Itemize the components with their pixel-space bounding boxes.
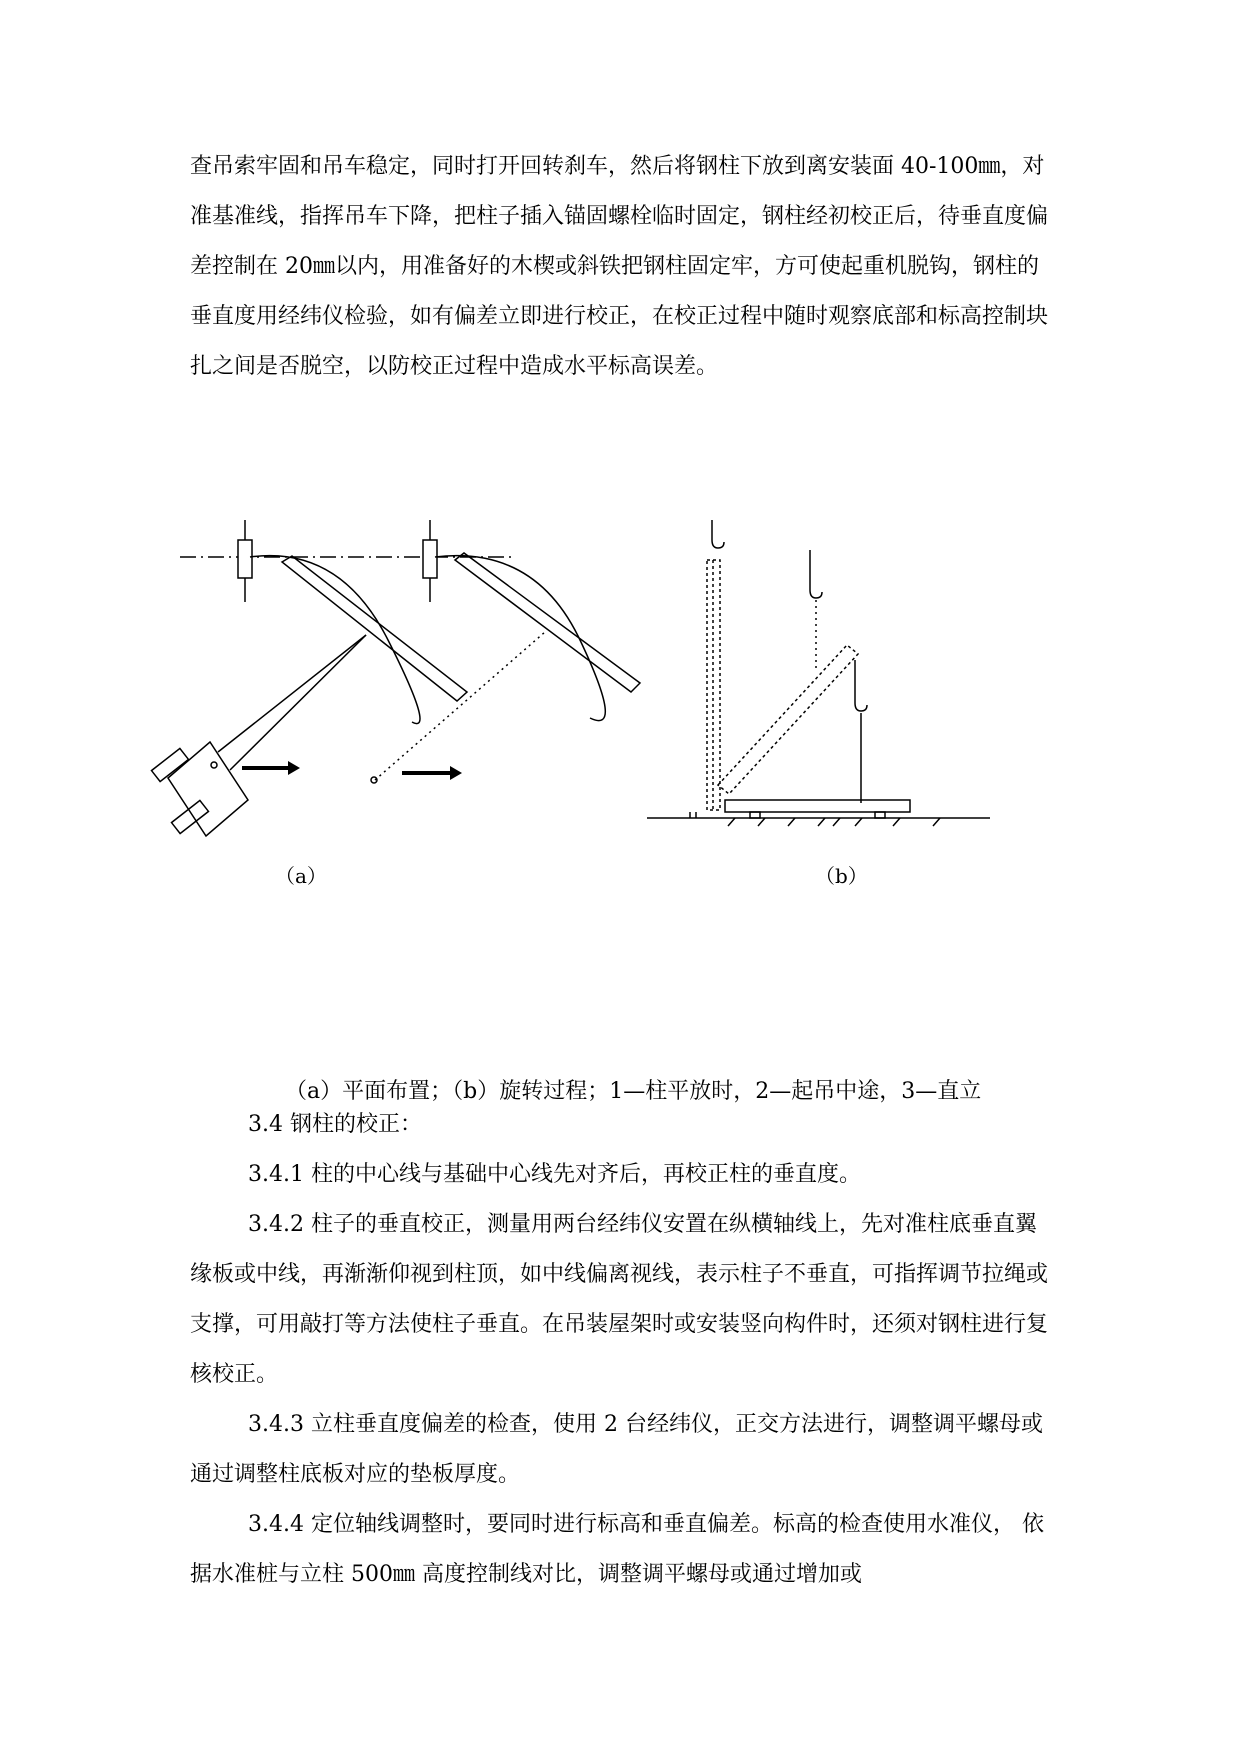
boom-line-1	[218, 635, 366, 752]
paragraph-3-4-2: 3.4.2 柱子的垂直校正，测量用两台经纬仪安置在纵横轴线上，先对准柱底垂直翼缘板或中线，再渐渐仰视到柱顶，如中线偏离视线，表示柱子不垂直，可指挥调节拉绳或支撑，可用敲打等方法使柱子垂直。在吊装屋架时或安装竖向构件时，还须对钢柱进行复核校正。	[190, 1212, 1049, 1387]
hook-3	[855, 660, 867, 711]
label-a: （a）	[275, 864, 327, 888]
paragraph-hoisting: 查吊索牢固和吊车稳定，同时打开回转刹车，然后将钢柱下放到离安装面 40-100㎜，对准基准线，指挥吊车下降，把柱子插入锚固螺栓临时固定，钢柱经初校正后，待垂直度偏差控制在 20㎜以内，用准备好的木楔或斜铁把钢柱固定牢，方可使起重机脱钩，钢柱的垂直度用经纬仪检验，如有偏差立即进行校正，在校正过程中随时观察底部和标高控制块扎之间是否脱空，以防校正过程中造成水平标高误差。	[190, 154, 1049, 379]
hook-2	[810, 550, 822, 598]
column-hoisting-figure	[150, 520, 1110, 990]
arc-1	[250, 556, 420, 724]
paragraph-3-4-4: 3.4.4 定位轴线调整时，要同时进行标高和垂直偏差。标高的检查使用水准仪， 依据水准桩与立柱 500㎜ 高度控制线对比，调整调平螺母或通过增加或	[190, 1512, 1044, 1587]
boom-dotted	[375, 632, 545, 780]
column-2	[455, 553, 640, 692]
foundation-2-rect	[423, 540, 437, 578]
section-heading: 3.4 钢柱的校正：	[248, 1112, 422, 1137]
column-lying	[725, 800, 910, 812]
label-b: （b）	[815, 864, 868, 888]
paragraph-3-4-1: 3.4.1 柱的中心线与基础中心线先对齐后，再校正柱的垂直度。	[248, 1162, 861, 1187]
boom-line-2	[230, 635, 366, 770]
ground-hatching	[728, 818, 940, 826]
foundation-1-rect	[238, 540, 252, 578]
hook-1	[712, 520, 724, 548]
figure-drawing	[150, 520, 1110, 990]
figure-caption: （a）平面布置；（b）旋转过程；1—柱平放时，2—起吊中途，3—直立	[285, 1079, 982, 1104]
paragraph-3-4-3: 3.4.3 立柱垂直度偏差的检查，使用 2 台经纬仪，正交方法进行，调整调平螺母或通过调整柱底板对应的垫板厚度。	[190, 1412, 1043, 1487]
column-inclined	[718, 645, 858, 794]
crane-body	[168, 742, 248, 836]
